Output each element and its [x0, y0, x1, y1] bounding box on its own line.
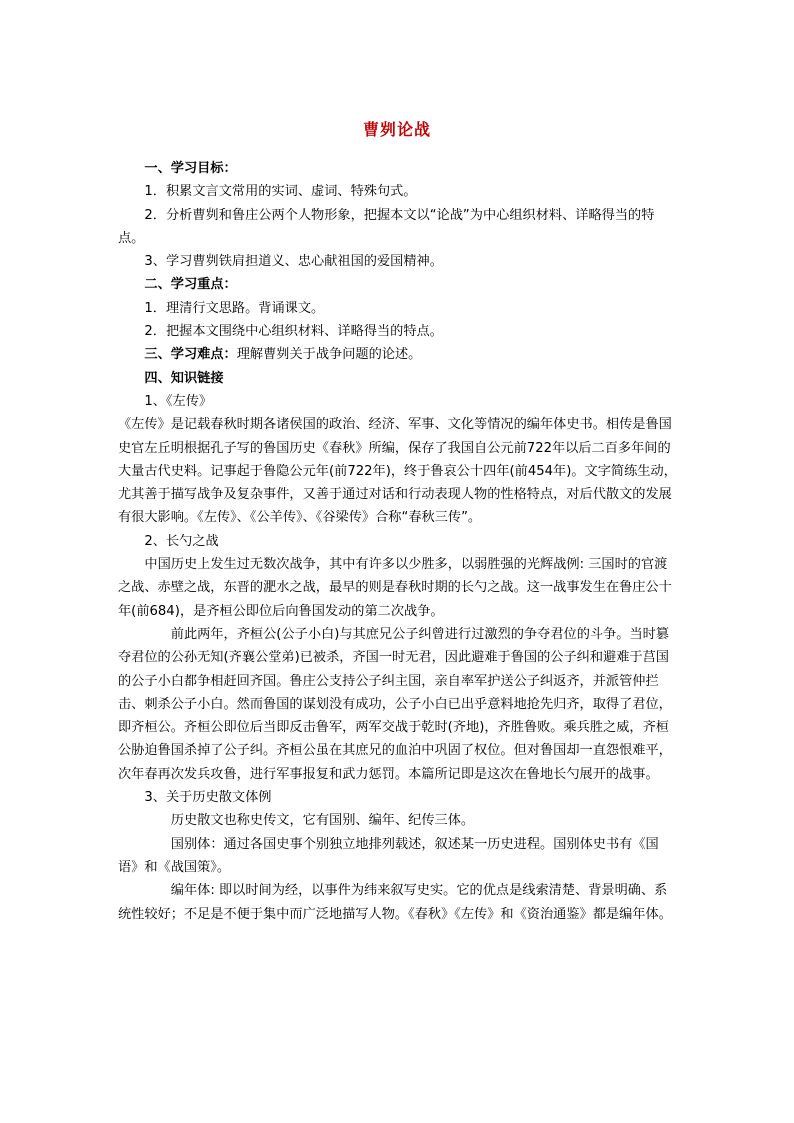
zuozhuan-paragraph: 《左传》是记载春秋时期各诸侯国的政治、经济、军事、文化等情况的编年体史书。相传是鲁国史官左丘明根据孔子写的鲁国历史《春秋》所编，保存了我国自公元前722年以后二百多年间的大量古代史料。记事起于鲁隐公元年(前722年)，终于鲁哀公十四年(前454年)。文字简练生动，尤其善于描写战争及复杂事件，又善于通过对话和行动表现人物的性格特点，对后代散文的发展有很大影响。《左传》、《公羊传》、《谷梁传》合称“春秋三传”。 [118, 417, 677, 526]
section-heading-knowledge: 四、知识链接 [144, 370, 224, 386]
document-title: 曹刿论战 [362, 120, 431, 139]
difficulties-label: 三、学习难点： [144, 347, 237, 363]
objective-item-2: 2．分析曹刿和鲁庄公两个人物形象，把握本文以“论战”为中心组织材料、详略得当的特点。 [118, 207, 655, 246]
prose-heading: 3、关于历史散文体例 [144, 790, 272, 806]
prose-paragraph-1: 历史散文也称史传文，它有国别、编年、纪传三体。 [170, 813, 475, 829]
objective-item-1: 1．积累文言文常用的实词、虚词、特殊句式。 [144, 184, 417, 200]
key-point-item-1: 1．理清行文思路。背诵课文。 [144, 300, 325, 316]
objective-item-3: 3、学习曹刿铁肩担道义、忠心献祖国的爱国精神。 [144, 254, 443, 270]
difficulties-text: 理解曹刿关于战争问题的论述。 [236, 347, 422, 363]
zuozhuan-heading: 1、《左传》 [144, 393, 213, 409]
changshao-paragraph-2: 前此两年，齐桓公(公子小白)与其庶兄公子纠曾进行过激烈的争夺君位的斗争。当时篡夺君位的公孙无知(齐襄公堂弟)已被杀，齐国一时无君，因此避难于鲁国的公子纠和避难于莒国的公子小白都争相赶回齐国。鲁庄公支持公子纠主国，亲自率军护送公子纠返齐，并派管仲拦击、刺杀公子小白。然而鲁国的谋划没有成功，公子小白已出乎意料地抢先归齐，取得了君位，即齐桓公。齐桓公即位后当即反击鲁军，两军交战于乾时(齐地)，齐胜鲁败。乘兵胜之威，齐桓公胁迫鲁国杀掉了公子纠。齐桓公虽在其庶兄的血泊中巩固了权位。但对鲁国却一直怨恨难平，次年春再次发兵攻鲁，进行军事报复和武力惩罚。本篇所记即是这次在鲁地长勺展开的战事。 [118, 626, 672, 782]
key-point-item-2: 2．把握本文围绕中心组织材料、详略得当的特点。 [144, 324, 443, 340]
section-difficulties [118, 343, 678, 366]
prose-paragraph-3: 编年体: 即以时间为经，以事件为纬来叙写史实。它的优点是线索清楚、背景明确、系统性较好；不足是不便于集中而广泛地描写人物。《春秋》《左传》和《资治通鉴》都是编年体。 [118, 883, 672, 922]
changshao-paragraph-1: 中国历史上发生过无数次战争，其中有许多以少胜多，以弱胜强的光辉战例: 三国时的官渡之战、赤壁之战，东晋的淝水之战，最早的则是春秋时期的长勺之战。这一战事发生在鲁庄公十年(前684)，是齐桓公即位后向鲁国发动的第二次战争。 [118, 557, 672, 619]
section-heading-objectives: 一、学习目标： [144, 161, 237, 176]
prose-paragraph-2: 国别体：通过各国史事个别独立地排列载述，叙述某一历史进程。国别体史书有《国语》和《战国策》。 [118, 836, 659, 875]
changshao-heading: 2、长勺之战 [144, 533, 219, 549]
section-heading-key-points: 二、学习重点： [144, 277, 237, 293]
document-body [118, 157, 678, 926]
